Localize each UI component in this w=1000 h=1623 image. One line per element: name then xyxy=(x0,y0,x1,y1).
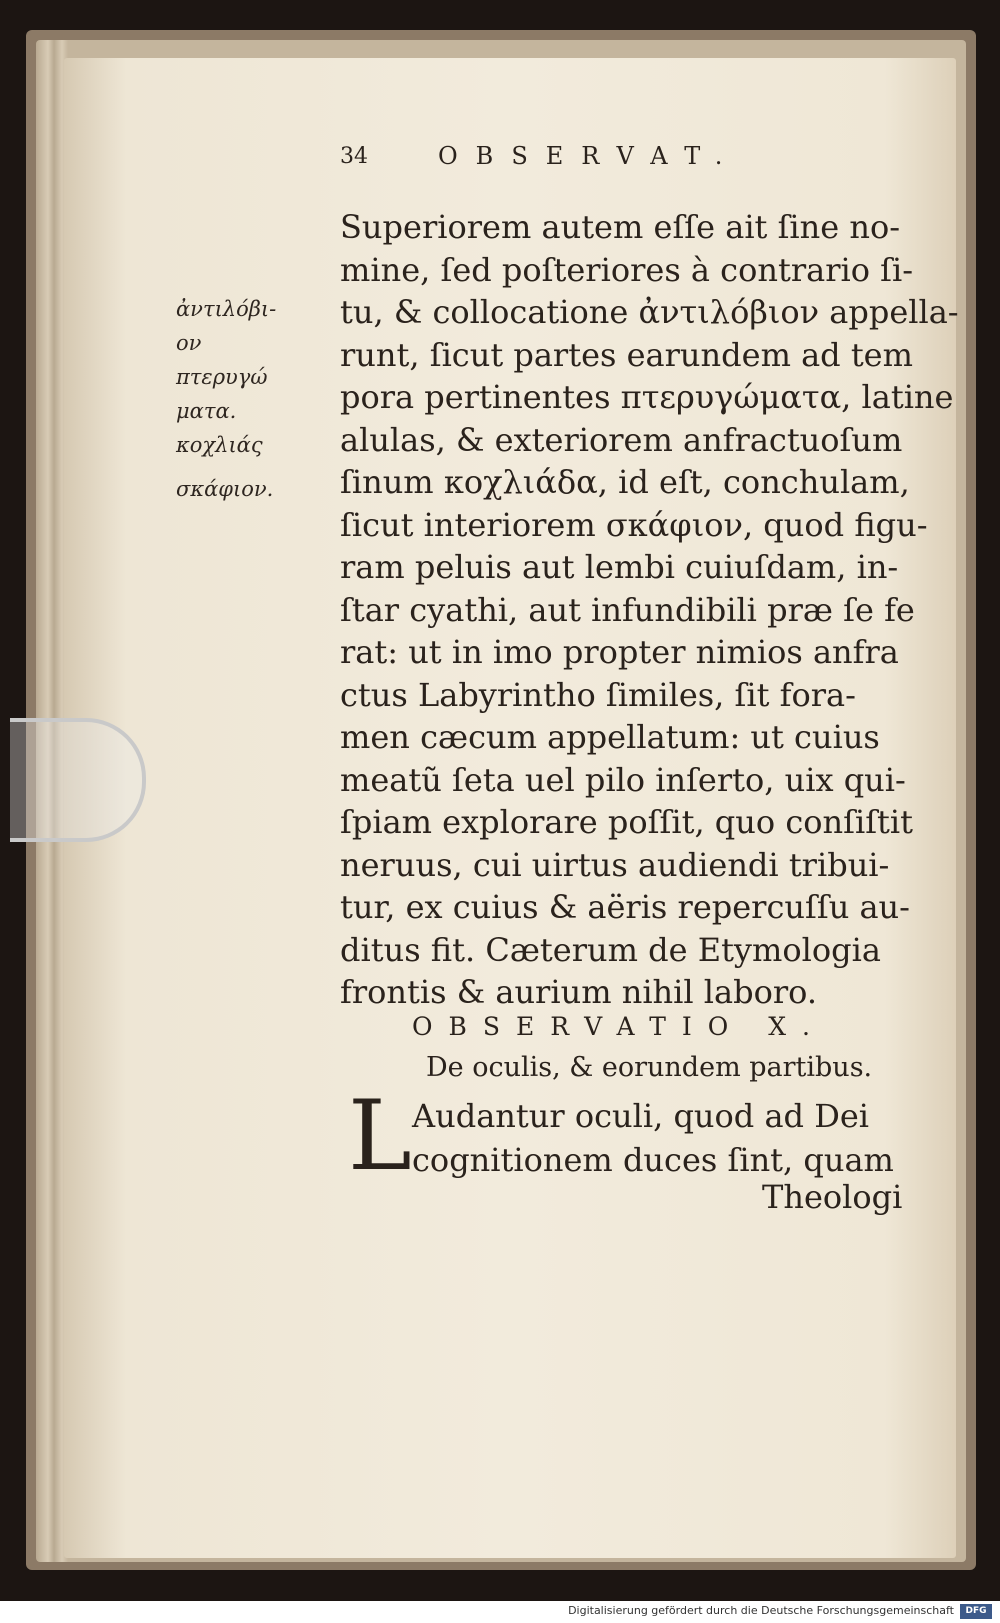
paragraph-start xyxy=(412,1094,894,1182)
text-line: cognitionem duces ſint, quam xyxy=(412,1141,894,1179)
section-subtitle: De oculis, & eorundem partibus. xyxy=(426,1052,873,1083)
page-clip xyxy=(10,718,146,842)
text-line: ſtar cyathi, aut infundibili præ ſe fe xyxy=(340,590,915,629)
text-line: tu, & collocatione ἀντιλόβιον appella- xyxy=(340,293,959,331)
marginal-note: σκάφιον. xyxy=(176,477,274,501)
text-line: Audantur oculi, quod ad Dei xyxy=(412,1097,870,1135)
text-line: ſicut interiorem σκάφιον, quod figu- xyxy=(340,505,928,544)
marginal-note: ματα. xyxy=(176,399,237,423)
text-line: ſpiam explorare poſſit, quo conſiſtit xyxy=(340,803,913,841)
text-line: alulas, & exteriorem anfractuoſum xyxy=(340,420,903,459)
text-line: mine, ſed poſteriores à contrario ſi- xyxy=(340,250,914,289)
text-line: ctus Labyrintho ſimiles, ſit fora- xyxy=(340,675,856,714)
marginal-note: ἀντιλόβι- xyxy=(176,297,277,321)
text-line: tur, ex cuius & aëris repercuſſu au- xyxy=(340,888,910,926)
text-line: men cæcum appellatum: ut cuius xyxy=(340,718,880,756)
marginal-note: κοχλιάς xyxy=(176,433,263,457)
marginal-notes xyxy=(176,292,326,506)
text-line: pora pertinentes πτερυγώματα, latine xyxy=(340,378,954,416)
drop-cap: L xyxy=(348,1080,412,1192)
section-title: OBSERVATIO X. xyxy=(412,1012,826,1041)
text-line: ſinum κοχλιάδα, id eſt, conchulam, xyxy=(340,463,910,501)
text-line: ditus fit. Cæterum de Etymologia xyxy=(340,930,881,969)
text-line: meatũ ſeta uel pilo inſerto, uix qui- xyxy=(340,760,906,799)
footer-text: Digitalisierung gefördert durch die Deutsche Forschungsgemeinschaft xyxy=(568,1604,954,1617)
text-line: ram peluis aut lembi cuiuſdam, in- xyxy=(340,548,899,586)
page-header xyxy=(340,138,800,182)
running-head: OBSERVAT. xyxy=(438,142,741,170)
text-line: rat: ut in imo propter nimios anfra xyxy=(340,633,899,671)
marginal-note: ον xyxy=(176,331,202,355)
catchword: Theologi xyxy=(762,1178,903,1216)
dfg-logo: DFG xyxy=(960,1604,992,1619)
text-line: runt, ſicut partes earundem ad tem xyxy=(340,335,913,374)
page-number: 34 xyxy=(340,144,368,169)
marginal-note: πτερυγώ xyxy=(176,365,268,389)
main-text xyxy=(340,206,959,1014)
text-line: Superiorem autem eſſe ait ſine no- xyxy=(340,208,901,246)
text-line: neruus, cui uirtus audiendi tribui- xyxy=(340,845,890,884)
footer-bar xyxy=(0,1601,1000,1623)
text-line: frontis & aurium nihil laboro. xyxy=(340,973,818,1011)
